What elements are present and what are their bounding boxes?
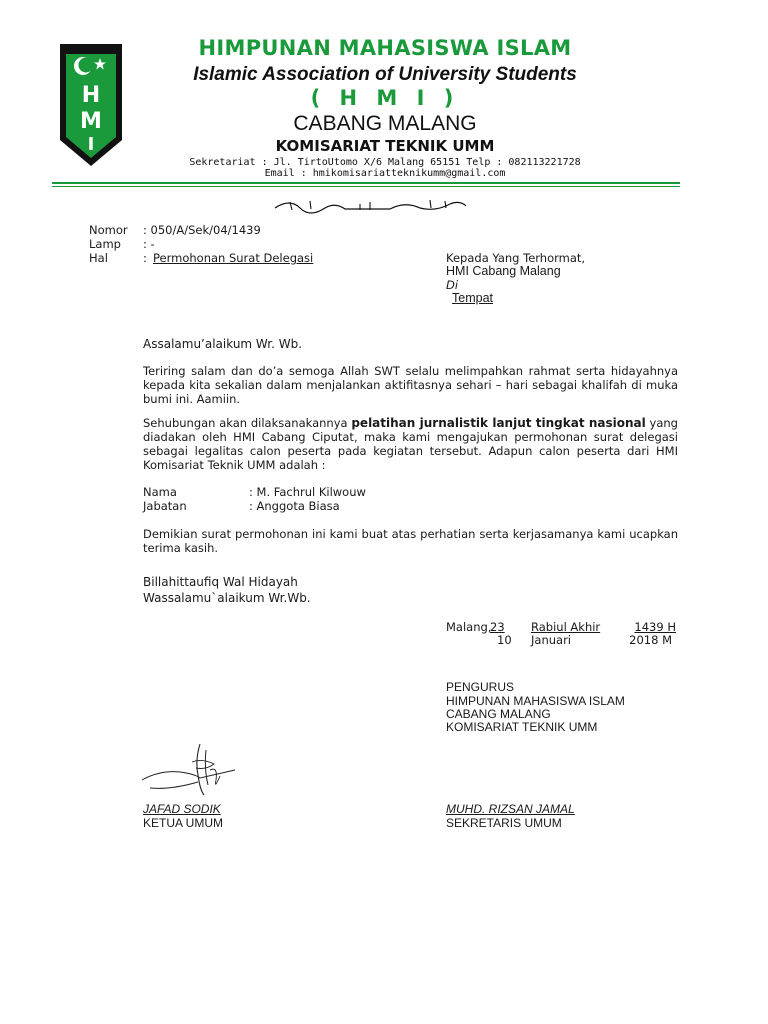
org-line-1: PENGURUS [446,680,515,694]
org-title-english: Islamic Association of University Students [193,64,577,85]
date-place: Malang, [446,620,492,634]
hijri-month: Rabiul Akhir [531,620,601,634]
hijri-year: 1439 H [634,620,676,634]
contact-email: Email : hmikomisariatteknikumm@gmail.com [264,168,506,179]
right-signatory-title: SEKRETARIS UMUM [446,816,562,830]
svg-text:H: H [81,83,101,108]
greg-month: Januari [531,633,571,647]
secretariat-address: Sekretariat : Jl. TirtoUtomo X/6 Malang 65151 Telp : 082113221728 [189,157,581,168]
left-signatory-name: JAFAD SODIK [143,802,221,816]
right-signatory-name: MUHD. RIZSAN JAMAL [446,802,575,816]
hal-value: Permohonan Surat Delegasi [153,251,314,265]
nomor-value: : 050/A/Sek/04/1439 [143,223,261,237]
paragraph-2-post: yang diadakan oleh HMI Cabang Ciputat, maka kami mengajukan permohonan surat delegasi sebagai legalitas calon peserta pada kegiatan tersebut. Adapun calon peserta dari HMI Komisariat Teknik UMM adalah : [143,416,678,472]
svg-text:M: M [80,109,102,134]
signature [140,740,240,798]
recipient-line-3: Di [446,278,459,292]
svg-text:I: I [87,134,95,155]
jabatan-label: Jabatan [143,499,187,513]
branch-name: CABANG MALANG [293,112,477,135]
org-acronym: ( H M I ) [310,86,460,110]
jabatan-value: : Anggota Biasa [249,499,340,513]
closing-2: Wassalamu`alaikum Wr.Wb. [143,591,311,605]
lamp-value: : - [143,237,155,251]
commissariat-name: KOMISARIAT TEKNIK UMM [275,137,495,155]
hal-label: Hal [89,251,108,265]
recipient-line-2: HMI Cabang Malang [446,264,561,278]
recipient-line-4: Tempat [452,291,493,305]
recipient-line-1: Kepada Yang Terhormat, [446,251,586,265]
paragraph-3: Demikian surat permohonan ini kami buat atas perhatian serta kerjasamanya kami ucapkan terima kasih. [143,527,678,555]
closing-1: Billahittaufiq Wal Hidayah [143,575,298,589]
greg-day: 10 [497,633,512,647]
nomor-label: Nomor [89,223,128,237]
hijri-day: 23 [490,620,505,634]
greg-year: 2018 M [629,633,672,647]
hmi-logo [56,40,126,170]
org-title: HIMPUNAN MAHASISWA ISLAM [198,36,572,60]
greeting: Assalamu’alaikum Wr. Wb. [143,337,303,351]
lamp-label: Lamp [89,237,121,251]
header-rule [52,182,680,184]
basmalah-calligraphy [270,196,470,216]
org-line-4: KOMISARIAT TEKNIK UMM [446,720,598,734]
paragraph-2-pre: Sehubungan akan dilaksanakannya [143,416,352,430]
left-signatory-title: KETUA UMUM [143,816,224,830]
nama-label: Nama [143,485,177,499]
nama-value: : M. Fachrul Kilwouw [249,485,366,499]
paragraph-1: Teriring salam dan do’a semoga Allah SWT selalu melimpahkan rahmat serta hidayahnya kepada kita sekalian dalam menjalankan aktifitasnya sehari – hari sebagai khalifah di muka bumi ini. Aamiin. [143,364,678,406]
org-line-2: HIMPUNAN MAHASISWA ISLAM [446,694,625,708]
org-line-3: CABANG MALANG [446,707,551,721]
header-rule-thin [52,186,680,187]
event-name: pelatihan jurnalistik lanjut tingkat nasional [351,416,646,430]
paragraph-2 [143,416,678,472]
hal-colon: : [143,251,147,265]
